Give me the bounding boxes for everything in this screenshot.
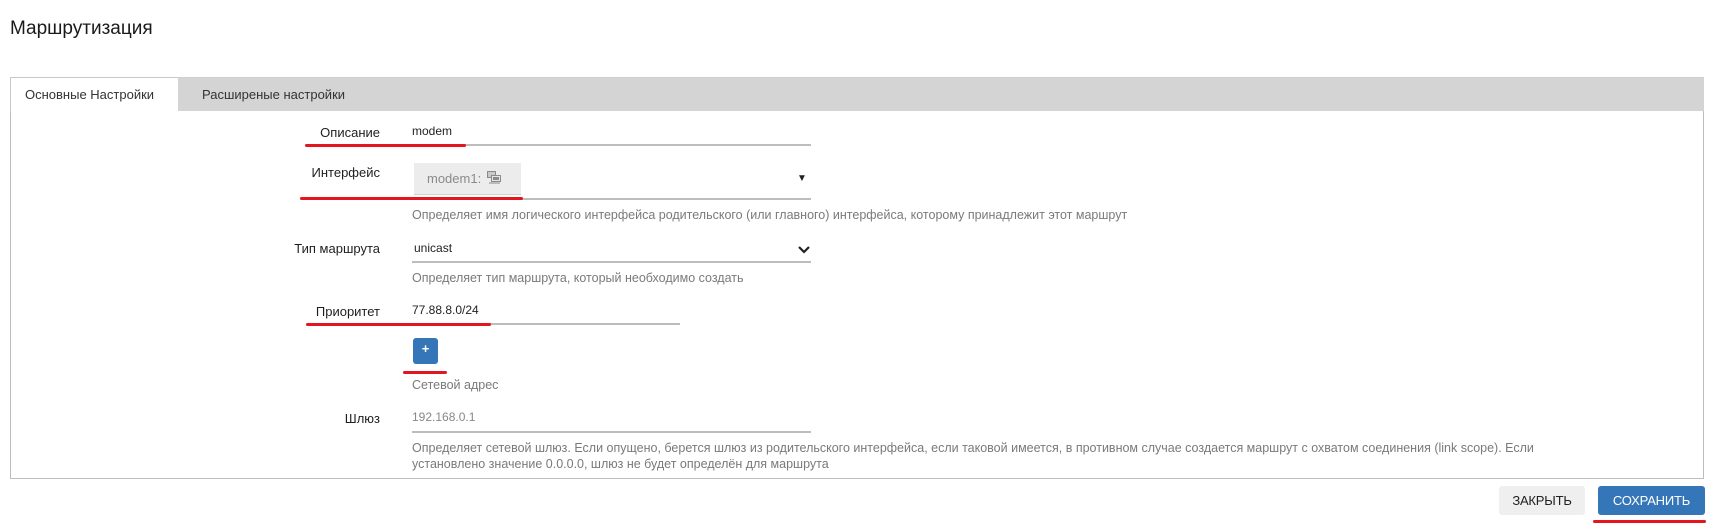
gateway-hint-line2: установлено значение 0.0.0.0, шлюз не будет определён для маршрута xyxy=(412,457,829,471)
interface-label: Интерфейс xyxy=(311,165,380,180)
description-underline xyxy=(412,144,811,146)
gateway-underline xyxy=(412,431,811,433)
priority-label: Приоритет xyxy=(315,304,380,319)
priority-input[interactable]: 77.88.8.0/24 xyxy=(412,303,479,317)
add-network-button[interactable]: + xyxy=(413,338,438,364)
gateway-label: Шлюз xyxy=(344,411,380,426)
chevron-down-icon[interactable] xyxy=(797,245,811,255)
annotation-underline xyxy=(403,371,447,374)
save-button[interactable]: СОХРАНИТЬ xyxy=(1598,486,1705,515)
route-type-underline xyxy=(412,261,811,263)
interface-hint: Определяет имя логического интерфейса родительского (или главного) интерфейса, которому принадлежит этот маршрут xyxy=(412,208,1128,222)
interface-chip[interactable] xyxy=(414,163,521,195)
chevron-down-icon[interactable]: ▼ xyxy=(797,173,807,184)
annotation-underline xyxy=(300,197,523,200)
network-interface-icon xyxy=(487,164,501,196)
annotation-underline xyxy=(305,144,466,147)
description-input[interactable]: modem xyxy=(412,124,453,138)
gateway-input[interactable]: 192.168.0.1 xyxy=(412,410,476,424)
gateway-hint-line1: Определяет сетевой шлюз. Если опущено, берется шлюз из родительского интерфейса, если таковой имеется, в противном случае создается маршрут с охватом соединения (link scope). Если xyxy=(412,441,1534,455)
annotation-underline xyxy=(1593,520,1706,523)
annotation-underline xyxy=(306,323,491,326)
tab-advanced-settings[interactable]: Расширеные настройки xyxy=(202,87,346,102)
route-type-hint: Определяет тип маршрута, который необходимо создать xyxy=(412,271,744,285)
interface-value: modem1: xyxy=(427,171,482,186)
priority-hint: Сетевой адрес xyxy=(412,378,499,392)
route-type-label: Тип маршрута xyxy=(294,241,380,256)
tab-bar xyxy=(10,77,1704,111)
page-title: Маршрутизация xyxy=(10,18,153,39)
close-button[interactable]: ЗАКРЫТЬ xyxy=(1499,486,1585,515)
route-type-select[interactable]: unicast xyxy=(414,241,453,255)
description-label: Описание xyxy=(320,125,380,140)
tab-basic-settings[interactable]: Основные Настройки xyxy=(10,77,178,112)
